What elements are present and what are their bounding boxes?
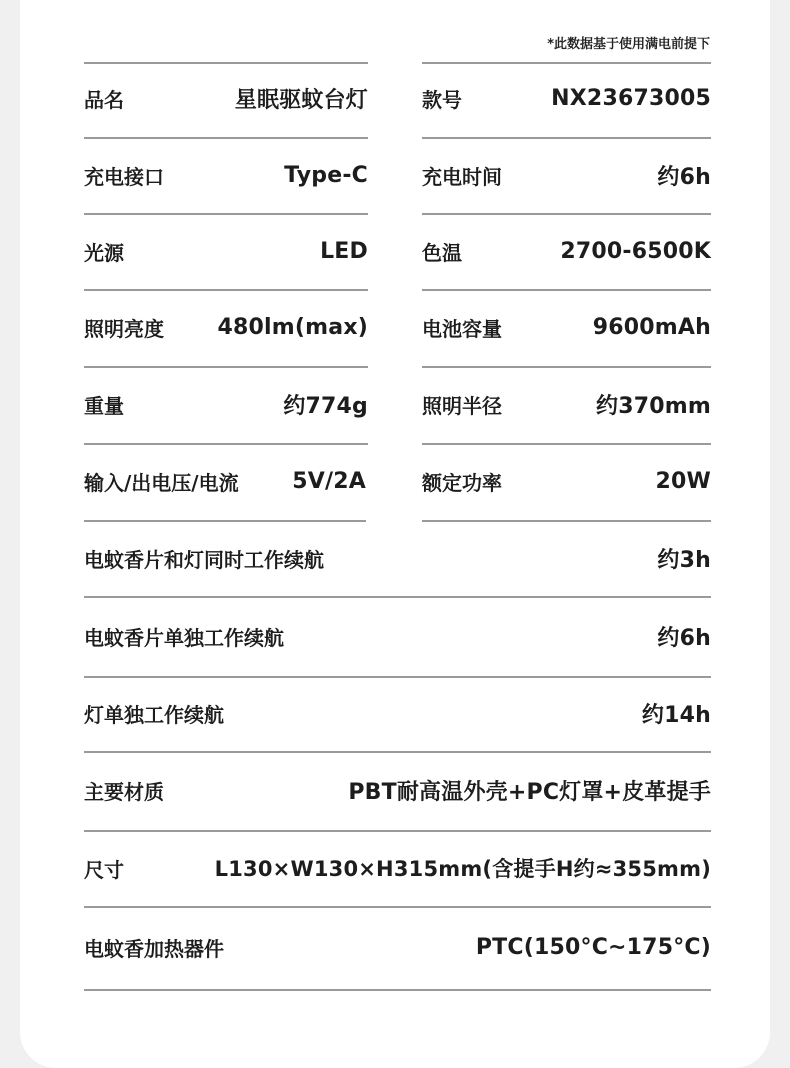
spec-label: 充电时间	[422, 164, 502, 189]
spec-row-charging-time	[422, 139, 711, 215]
spec-value: 约3h	[657, 547, 711, 573]
spec-row-brightness	[84, 291, 368, 368]
spec-value: 星眠驱蚊台灯	[234, 88, 368, 113]
spec-label: 额定功率	[422, 471, 502, 495]
spec-row-color-temperature	[422, 215, 711, 291]
spec-row-battery-capacity	[422, 291, 711, 368]
spec-row-light-source	[84, 215, 368, 291]
spec-row-lighting-radius	[422, 368, 711, 445]
spec-label: 照明亮度	[84, 317, 164, 341]
spec-label: 品名	[84, 88, 124, 112]
spec-label: 重量	[84, 394, 124, 418]
spec-row-weight	[84, 368, 368, 445]
spec-value: 约370mm	[596, 394, 711, 419]
spec-value: LED	[320, 238, 368, 264]
spec-row-voltage-current	[84, 445, 366, 522]
spec-label: 充电接口	[84, 164, 164, 189]
spec-row-rated-power	[422, 445, 711, 522]
spec-label: 款号	[422, 88, 462, 112]
spec-value: 20W	[655, 469, 711, 494]
spec-value: 2700-6500K	[560, 238, 711, 264]
spec-row-lamp-runtime	[84, 678, 711, 753]
spec-label: 尺寸	[84, 857, 124, 882]
spec-value: PBT耐高温外壳+PC灯罩+皮革提手	[348, 780, 711, 805]
battery-note: *此数据基于使用满电前提下	[547, 37, 710, 52]
spec-row-material	[84, 753, 711, 832]
spec-value: NX23673005	[551, 86, 711, 111]
spec-row-charging-port	[84, 139, 368, 215]
spec-row-mosquito-runtime	[84, 598, 711, 678]
spec-label: 电池容量	[422, 317, 502, 341]
spec-label: 电蚊香片和灯同时工作续航	[84, 547, 324, 572]
spec-value: 约6h	[657, 625, 711, 651]
spec-row-dimensions	[84, 832, 711, 908]
spec-label: 电蚊香加热器件	[84, 937, 224, 961]
spec-value: 5V/2A	[292, 469, 366, 494]
spec-label: 照明半径	[422, 394, 502, 418]
spec-label: 灯单独工作续航	[84, 703, 224, 727]
spec-value: 约774g	[283, 394, 368, 419]
spec-value: PTC(150°C~175°C)	[475, 935, 711, 960]
spec-value: Type-C	[284, 162, 368, 188]
spec-label: 色温	[422, 240, 462, 265]
spec-label: 输入/出电压/电流	[84, 471, 239, 495]
spec-row-combined-runtime	[84, 522, 711, 598]
spec-row-product-name	[84, 62, 368, 139]
spec-label: 电蚊香片单独工作续航	[84, 625, 284, 650]
spec-row-heater	[84, 908, 711, 991]
spec-row-model-number	[422, 62, 711, 139]
spec-value: 9600mAh	[592, 315, 711, 340]
spec-label: 光源	[84, 240, 124, 265]
spec-value: L130×W130×H315mm(含提手H约≈355mm)	[214, 857, 711, 881]
spec-label: 主要材质	[84, 780, 164, 804]
spec-value: 约6h	[657, 164, 711, 190]
spec-value: 约14h	[641, 703, 711, 728]
spec-value: 480lm(max)	[217, 315, 368, 340]
